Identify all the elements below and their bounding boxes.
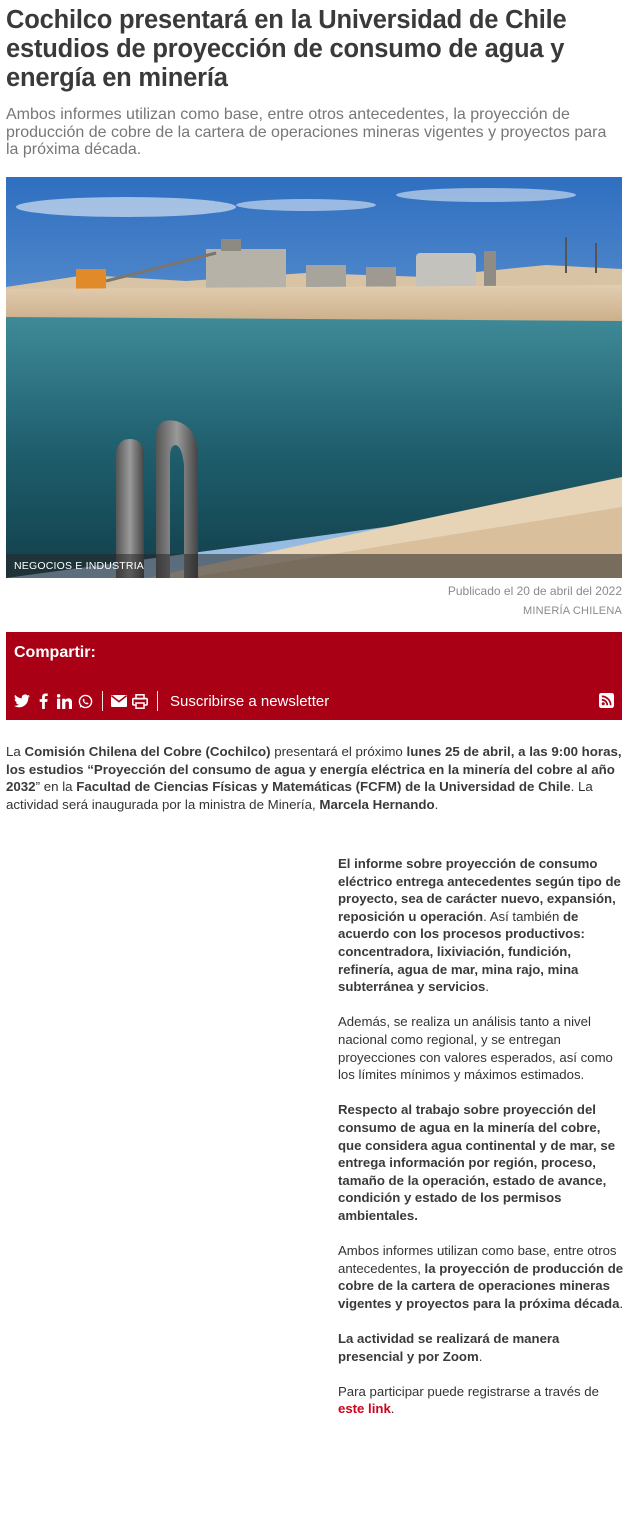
body-paragraph: Además, se realiza un análisis tanto a nivel nacional como regional, y se entregan proyecciones con valores esperados, así como los límites mínimos y máximos estimados. [338,1014,613,1083]
article-body [338,855,624,1436]
body-paragraph: Respecto al trabajo sobre proyección del consumo de agua en la minería del cobre, que considera agua continental y de mar, se entrega información por región, proceso, tamaño de la operación, estado de avance, condición y estado de los permisos ambientales. [338,1102,616,1223]
linkedin-icon[interactable] [56,693,72,709]
share-bar [6,632,622,720]
category-label[interactable]: NEGOCIOS E INDUSTRIA [6,554,622,578]
whatsapp-icon[interactable] [77,693,93,709]
published-date: Publicado el 20 de abril del 2022 [447,584,622,598]
body-paragraph: Ambos informes utilizan como base, entre otros antecedentes, la proyección de producción de cobre de la cartera de operaciones mineras vigentes y proyectos para la próxima década. [338,1243,624,1311]
body-paragraph: El informe sobre proyección de consumo eléctrico entrega antecedentes según tipo de proyecto, sea de carácter nuevo, expansión, reposición u operación. Así también de acuerdo con los procesos productivos: concentradora, lixiviación, fundición, refinería, agua de mar, mina rajo, mina subterránea y servicios. [338,856,621,995]
twitter-icon[interactable] [14,693,30,709]
article-source: MINERÍA CHILENA [523,605,622,617]
divider [102,691,103,711]
article-lede: Ambos informes utilizan como base, entre otros antecedentes, la proyección de producción de cobre de la cartera de operaciones mineras vigentes y proyectos para la próxima década. [6,106,607,158]
body-paragraph: La actividad se realizará de manera presencial y por Zoom. [338,1331,560,1364]
hero-image [6,177,622,578]
article-title: Cochilco presentará en la Universidad de Chile estudios de proyección de consumo de agua y energía en minería [6,6,567,92]
intro-paragraph: La Comisión Chilena del Cobre (Cochilco) presentará el próximo lunes 25 de abril, a las 9:00 horas, los estudios “Proyección del consumo de agua y energía eléctrica en la minería del cobre al año 2032” en la Facultad de Ciencias Físicas y Matemáticas (FCFM) de la Universidad de Chile. La actividad será inaugurada por la ministra de Minería, Marcela Hernando. [6,744,622,812]
share-icons [14,690,329,712]
print-icon[interactable] [132,693,148,709]
share-title: Compartir: [14,644,96,661]
hero-photo [6,177,622,578]
register-link[interactable]: este link [338,1401,391,1417]
newsletter-link[interactable]: Suscribirse a newsletter [170,692,330,710]
rss-icon[interactable] [599,693,614,708]
divider [157,691,158,711]
body-paragraph: Para participar puede registrarse a través de este link. [338,1383,599,1417]
email-icon[interactable] [111,693,127,709]
facebook-icon[interactable] [35,693,51,709]
